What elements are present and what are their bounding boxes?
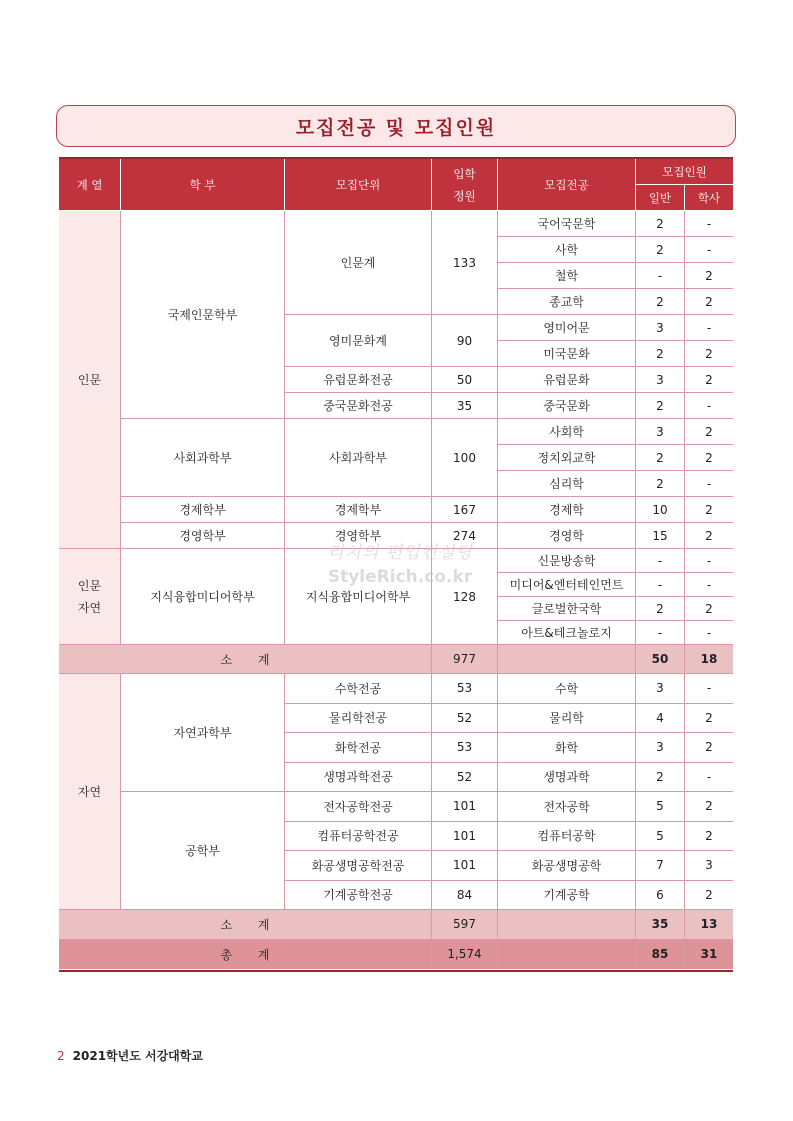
general-cell: 2: [636, 393, 685, 419]
header-bachelor: 학사: [685, 185, 733, 211]
major-cell: 기계공학: [498, 881, 636, 911]
page-footer: [57, 1047, 203, 1064]
unit-cell: 생명과학전공: [285, 763, 432, 793]
unit-cell: 기계공학전공: [285, 881, 432, 911]
general-cell: 2: [636, 445, 685, 471]
quota-cell: 101: [432, 792, 498, 822]
footer-text: 2021학년도 서강대학교: [72, 1049, 203, 1063]
subtotal-label-text: 소 계: [220, 917, 270, 932]
quota-media: 128: [432, 549, 498, 645]
general-cell: 4: [636, 704, 685, 734]
subtotal-humanities-label: [59, 645, 432, 674]
major-cell: 화공생명공학: [498, 851, 636, 881]
bachelor-cell: -: [685, 393, 733, 419]
major-cell: 아트&테크놀로지: [498, 621, 636, 645]
subtotal-humanities-general: 50: [636, 645, 685, 674]
major-cell: 전자공학: [498, 792, 636, 822]
major-cell: 사학: [498, 237, 636, 263]
general-cell: -: [636, 263, 685, 289]
quota-cell: 101: [432, 822, 498, 852]
unit-cell: 물리학전공: [285, 704, 432, 734]
bachelor-cell: -: [685, 549, 733, 573]
general-cell: 5: [636, 792, 685, 822]
bachelor-cell: -: [685, 763, 733, 793]
unit-cell: 수학전공: [285, 674, 432, 704]
division-business: 경영학부: [121, 523, 285, 549]
category-line1: 인문: [77, 578, 102, 593]
bachelor-cell: 2: [685, 445, 733, 471]
general-cell: 5: [636, 822, 685, 852]
unit-cell: 컴퓨터공학전공: [285, 822, 432, 852]
major-cell: 국어국문학: [498, 211, 636, 237]
bachelor-cell: -: [685, 211, 733, 237]
bachelor-cell: -: [685, 573, 733, 597]
general-cell: 10: [636, 497, 685, 523]
bachelor-cell: 2: [685, 523, 733, 549]
subtotal-humanities-blank: [498, 645, 636, 674]
subtotal-humanities-bachelor: 18: [685, 645, 733, 674]
quota-cell: 53: [432, 674, 498, 704]
header-quota-line2: 정원: [453, 188, 476, 203]
quota-cell: 101: [432, 851, 498, 881]
bachelor-cell: 2: [685, 792, 733, 822]
bachelor-cell: 2: [685, 733, 733, 763]
header-unit: 모집단위: [285, 159, 432, 211]
total-quota: 1,574: [432, 940, 498, 970]
bachelor-cell: 2: [685, 597, 733, 621]
unit-business: 경영학부: [285, 523, 432, 549]
subtotal-natural-label: [59, 910, 432, 940]
general-cell: 3: [636, 367, 685, 393]
total-blank: [498, 940, 636, 970]
category-line2: 자연: [77, 600, 102, 615]
page-number: 2: [57, 1049, 65, 1063]
major-cell: 경제학: [498, 497, 636, 523]
bachelor-cell: -: [685, 471, 733, 497]
unit-chinese: 중국문화전공: [285, 393, 432, 419]
major-cell: 생명과학: [498, 763, 636, 793]
major-cell: 유럽문화: [498, 367, 636, 393]
quota-business: 274: [432, 523, 498, 549]
major-cell: 종교학: [498, 289, 636, 315]
watermark-line2: StyleRich.co.kr: [327, 567, 473, 587]
general-cell: 2: [636, 341, 685, 367]
general-cell: -: [636, 549, 685, 573]
bachelor-cell: 2: [685, 881, 733, 911]
bachelor-cell: 2: [685, 367, 733, 393]
category-natural: 자연: [59, 674, 121, 910]
bachelor-cell: -: [685, 237, 733, 263]
header-recruit: 모집인원: [636, 159, 733, 185]
quota-cell: 52: [432, 704, 498, 734]
quota-cell: 53: [432, 733, 498, 763]
unit-cell: 화학전공: [285, 733, 432, 763]
major-cell: 경영학: [498, 523, 636, 549]
general-cell: 2: [636, 471, 685, 497]
general-cell: 15: [636, 523, 685, 549]
division-economics: 경제학부: [121, 497, 285, 523]
general-cell: 2: [636, 289, 685, 315]
general-cell: -: [636, 621, 685, 645]
subtotal-natural-blank: [498, 910, 636, 940]
subtotal-natural-general: 35: [636, 910, 685, 940]
header-major: 모집전공: [498, 159, 636, 211]
bachelor-cell: 2: [685, 263, 733, 289]
unit-english: 영미문화계: [285, 315, 432, 367]
quota-cell: 84: [432, 881, 498, 911]
unit-social: 사회과학부: [285, 419, 432, 497]
category-humanities-natural: [59, 549, 121, 645]
subtotal-natural-quota: 597: [432, 910, 498, 940]
major-cell: 사회학: [498, 419, 636, 445]
general-cell: 2: [636, 597, 685, 621]
quota-humanities: 133: [432, 211, 498, 315]
header-division: 학 부: [121, 159, 285, 211]
unit-cell: 전자공학전공: [285, 792, 432, 822]
general-cell: 3: [636, 674, 685, 704]
quota-economics: 167: [432, 497, 498, 523]
bachelor-cell: -: [685, 315, 733, 341]
division-media: 지식융합미디어학부: [121, 549, 285, 645]
total-bachelor: 31: [685, 940, 733, 970]
total-general: 85: [636, 940, 685, 970]
subtotal-humanities-quota: 977: [432, 645, 498, 674]
major-cell: 신문방송학: [498, 549, 636, 573]
bachelor-cell: 2: [685, 822, 733, 852]
general-cell: 3: [636, 733, 685, 763]
bachelor-cell: 3: [685, 851, 733, 881]
bachelor-cell: 2: [685, 497, 733, 523]
general-cell: -: [636, 573, 685, 597]
major-cell: 철학: [498, 263, 636, 289]
major-cell: 중국문화: [498, 393, 636, 419]
major-cell: 미디어&엔터테인먼트: [498, 573, 636, 597]
general-cell: 6: [636, 881, 685, 911]
major-cell: 미국문화: [498, 341, 636, 367]
unit-humanities: 인문계: [285, 211, 432, 315]
major-cell: 컴퓨터공학: [498, 822, 636, 852]
quota-english: 90: [432, 315, 498, 367]
unit-media: 지식융합미디어학부: [285, 549, 432, 645]
major-cell: 심리학: [498, 471, 636, 497]
header-category: 계 열: [59, 159, 121, 211]
unit-economics: 경제학부: [285, 497, 432, 523]
major-cell: 화학: [498, 733, 636, 763]
major-cell: 영미어문: [498, 315, 636, 341]
header-general: 일반: [636, 185, 685, 211]
quota-social: 100: [432, 419, 498, 497]
general-cell: 2: [636, 237, 685, 263]
page-title: 모집전공 및 모집인원: [56, 105, 736, 147]
division-natural-science: 자연과학부: [121, 674, 285, 792]
major-cell: 글로벌한국학: [498, 597, 636, 621]
division-engineering: 공학부: [121, 792, 285, 910]
unit-cell: 화공생명공학전공: [285, 851, 432, 881]
total-label: [59, 940, 432, 970]
division-intl-humanities: 국제인문학부: [121, 211, 285, 419]
bachelor-cell: 2: [685, 341, 733, 367]
quota-cell: 52: [432, 763, 498, 793]
major-cell: 물리학: [498, 704, 636, 734]
unit-european: 유럽문화전공: [285, 367, 432, 393]
bachelor-cell: 2: [685, 289, 733, 315]
division-social-science: 사회과학부: [121, 419, 285, 497]
subtotal-natural-bachelor: 13: [685, 910, 733, 940]
general-cell: 3: [636, 419, 685, 445]
major-cell: 정치외교학: [498, 445, 636, 471]
subtotal-label-text: 소 계: [220, 652, 270, 667]
general-cell: 3: [636, 315, 685, 341]
category-humanities: 인문: [59, 211, 121, 549]
recruitment-table: [59, 157, 733, 972]
watermark-line1: 리치의 편입컨설팅: [327, 543, 473, 563]
quota-european: 50: [432, 367, 498, 393]
header-quota-line1: 입학: [453, 166, 476, 181]
quota-chinese: 35: [432, 393, 498, 419]
major-cell: 수학: [498, 674, 636, 704]
bachelor-cell: -: [685, 621, 733, 645]
header-quota: [432, 159, 498, 211]
general-cell: 2: [636, 211, 685, 237]
bachelor-cell: 2: [685, 704, 733, 734]
total-label-text: 총 계: [220, 947, 270, 962]
bachelor-cell: -: [685, 674, 733, 704]
general-cell: 7: [636, 851, 685, 881]
general-cell: 2: [636, 763, 685, 793]
bachelor-cell: 2: [685, 419, 733, 445]
